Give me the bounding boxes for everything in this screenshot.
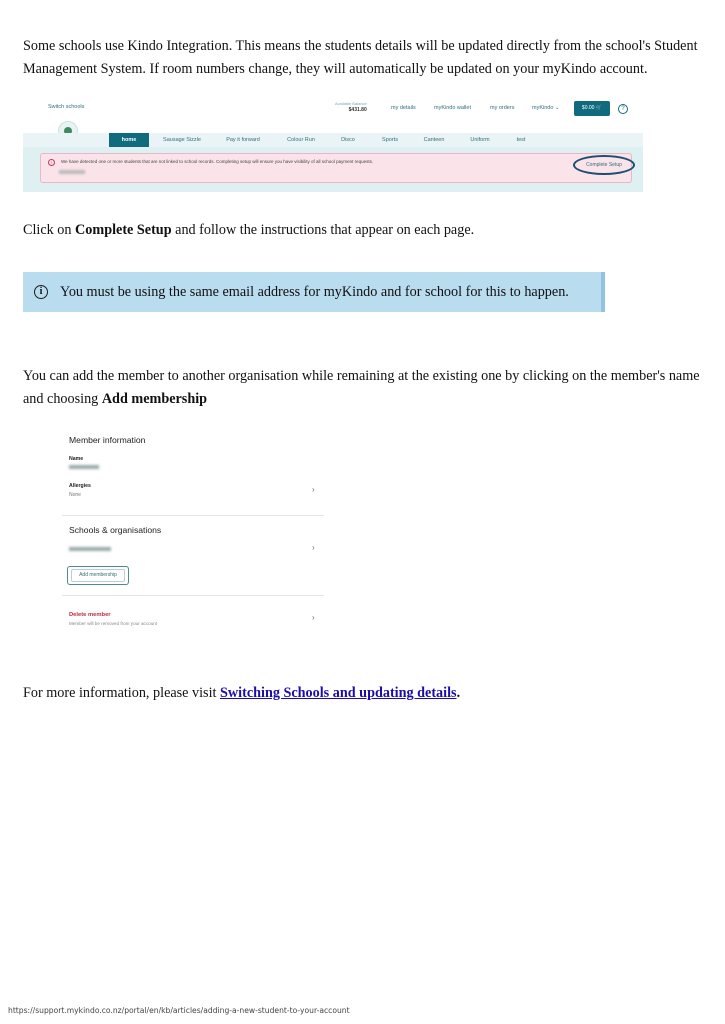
tab-uniform[interactable]: Uniform <box>470 137 490 143</box>
allergies-value: None <box>69 492 81 498</box>
my-orders-link[interactable]: my orders <box>490 105 515 111</box>
tab-sports[interactable]: Sports <box>382 137 398 143</box>
blurred-member-name[interactable] <box>69 465 99 469</box>
alert-message: We have detected one or more students that are not linked to school records. Completing setup will ensure you have visibility of all school payment requests. <box>61 159 374 164</box>
cart-icon: 🛒 <box>595 105 603 111</box>
membership-bold: Add membership <box>101 391 208 407</box>
intro-paragraph: Some schools use Kindo Integration. This means the students details will be updated directly from the school's Student Management System. If room numbers change, they will automatically be updated on your myKindo account. <box>23 38 698 77</box>
divider <box>62 515 324 516</box>
alert-icon: ! <box>48 159 55 166</box>
add-membership-button[interactable]: Add membership <box>71 569 125 582</box>
blurred-school-name <box>69 547 111 551</box>
name-label: Name <box>69 456 84 462</box>
balance-value: $431.80 <box>348 107 367 113</box>
allergies-label: Allergies <box>69 483 91 489</box>
switching-schools-link[interactable]: Switching Schools and updating details <box>220 685 457 701</box>
delete-member-link[interactable]: Delete member <box>69 612 111 618</box>
tab-home[interactable]: home <box>109 133 149 147</box>
delete-chevron-icon[interactable]: › <box>312 613 315 622</box>
step-bold: Complete Setup <box>75 222 172 238</box>
complete-setup-button[interactable]: Complete Setup <box>573 155 635 175</box>
top-bar <box>23 97 643 121</box>
mykindo-menu[interactable]: myKindo ⌄ <box>532 105 560 111</box>
tab-sausage-sizzle[interactable]: Sausage Sizzle <box>163 137 201 143</box>
tab-colour-run[interactable]: Colour Run <box>287 137 315 143</box>
info-callout <box>23 272 605 312</box>
switch-schools-link[interactable]: Switch schools <box>48 104 85 110</box>
mykindo-wallet-link[interactable]: myKindo wallet <box>434 105 471 111</box>
step-paragraph <box>23 219 713 242</box>
delete-member-subtext: Member will be removed from your account <box>69 621 158 626</box>
tab-disco[interactable]: Disco <box>341 137 355 143</box>
member-info-screenshot <box>62 425 324 635</box>
schools-title: Schools & organisations <box>69 525 162 535</box>
divider <box>62 595 324 596</box>
more-info-prefix: For more information, please visit <box>23 685 221 701</box>
more-info-suffix: . <box>456 685 461 701</box>
tab-test[interactable]: test <box>516 137 526 143</box>
available-balance <box>335 101 367 113</box>
unlinked-students-alert <box>40 153 632 183</box>
tab-canteen[interactable]: Canteen <box>423 137 445 143</box>
tab-pay-it-forward[interactable]: Pay it forward <box>226 137 260 143</box>
info-icon: i <box>34 285 48 299</box>
callout-text: You must be using the same email address for myKindo and for school for this to happen. <box>60 284 569 300</box>
my-details-link[interactable]: my details <box>391 105 416 111</box>
cart-button[interactable] <box>574 101 610 116</box>
school-chevron-icon[interactable]: › <box>312 543 315 552</box>
alert-area <box>23 147 643 192</box>
more-info-paragraph <box>23 682 713 705</box>
step-suffix: and follow the instructions that appear on each page. <box>171 222 475 238</box>
footer-url: https://support.mykindo.co.nz/portal/en/kb/articles/adding-a-new-student-to-your-account <box>8 1006 350 1015</box>
membership-paragraph <box>23 365 713 411</box>
kindo-dashboard-screenshot <box>23 97 643 192</box>
member-info-title: Member information <box>69 435 146 445</box>
allergies-chevron-icon[interactable]: › <box>312 485 315 494</box>
membership-text: You can add the member to another organisation while remaining at the existing one by clicking on the member's name and choosing <box>23 368 700 407</box>
help-icon[interactable]: ? <box>618 104 628 114</box>
cart-amount: $0.00 <box>581 105 595 111</box>
balance-label: Available Balance <box>335 101 367 106</box>
step-prefix: Click on <box>23 222 76 238</box>
blurred-student-name <box>59 170 85 174</box>
add-membership-highlight <box>67 566 129 585</box>
